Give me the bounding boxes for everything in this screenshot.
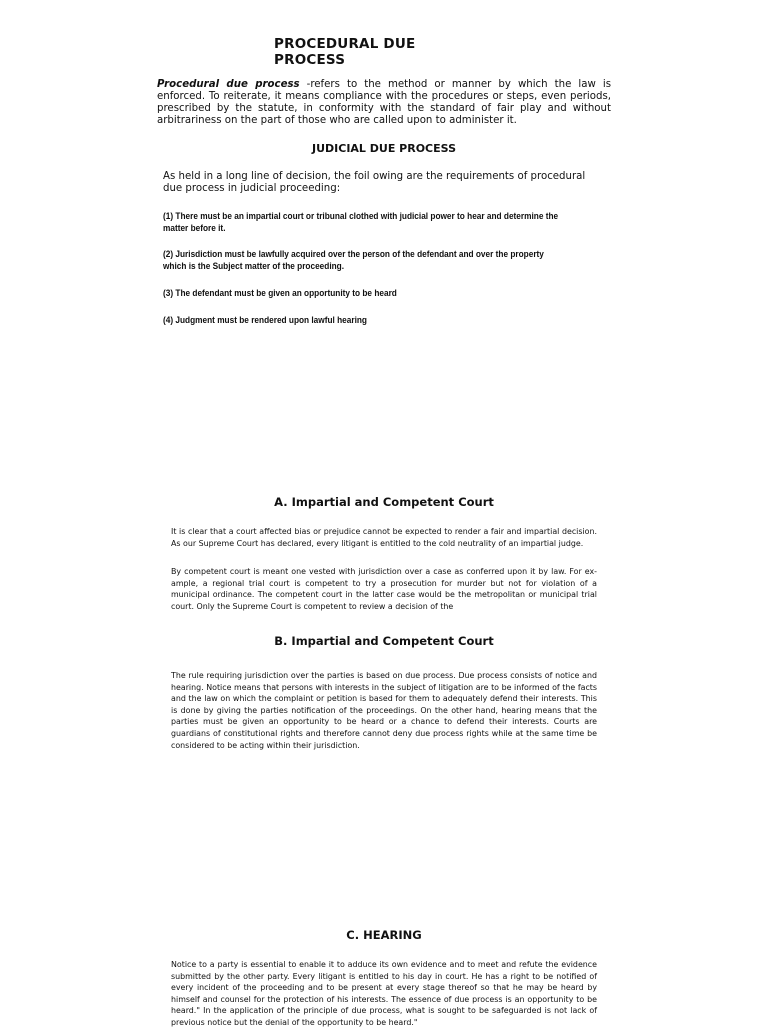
requirement-4: (4) Judgment must be rendered upon lawful hearing bbox=[163, 315, 367, 325]
section-b-heading: B. Impartial and Competent Court bbox=[274, 634, 494, 648]
intro-paragraph bbox=[157, 79, 611, 127]
section-a-paragraph-1: It is clear that a court affected bias or prejudice cannot be expected to render a fair and impartial decision. As our Supreme Court has declared, every litigant is entitled to the cold neutrality of an impartial judge. bbox=[171, 527, 597, 548]
section-c-heading: C. HEARING bbox=[346, 928, 422, 942]
section-a-paragraph-2: By competent court is meant one vested with jurisdiction over a case as conferred upon it by law. For ex- ample, a regional trial court is competent to try a prosecution for murder but not for violation of a municipal ordinance. The competent court in the latter case would be the metropolitan or municipal trial court. Only the Supreme Court is competent to review a decision of the bbox=[171, 567, 597, 611]
requirement-3: (3) The defendant must be given an opportunity to be heard bbox=[163, 288, 397, 298]
title-line-2: PROCESS bbox=[274, 52, 346, 68]
requirement-1: (1) There must be an impartial court or tribunal clothed with judicial power to hear and determine the matter before it. bbox=[163, 211, 559, 233]
judicial-heading: JUDICIAL DUE PROCESS bbox=[312, 142, 456, 155]
section-b-paragraph-1: The rule requiring jurisdiction over the parties is based on due process. Due process consists of notice and hearing. Notice means that persons with interests in the subject of litigation are to be informed of the facts and the law on which the complaint or petition is based for them to adequately defend their interests. This is done by giving the parties notification of the proceedings. On the other hand, hearing means that the parties must be given an opportunity to be heard or a chance to defend their interests. Courts are guardians of constitutional rights and therefore cannot deny due process rights while at the same time be considered to be acting within their jurisdiction. bbox=[171, 671, 597, 750]
document-title bbox=[274, 36, 474, 68]
section-c-paragraph-1: Notice to a party is essential to enable it to adduce its own evidence and to meet and refute the evidence submitted by the other party. Every litigant is entitled to his day in court. He has a right to be notified of every incident of the proceeding and to be present at every stage thereof so that he may be heard by himself and counsel for the protection of his interests. The essence of due process is an opportunity to be heard." In the application of the principle of due process, what is sought to be safeguarded is not lack of previous notice but the denial of the opportunity to be heard." bbox=[171, 960, 597, 1027]
judicial-lead: As held in a long line of decision, the foil owing are the requirements of procedural due process in judicial proceeding: bbox=[163, 171, 586, 194]
section-a-heading: A. Impartial and Competent Court bbox=[274, 495, 494, 509]
intro-term: Procedural due process bbox=[157, 79, 300, 90]
title-line-1: PROCEDURAL DUE bbox=[274, 36, 416, 52]
intro-text: -refers to the method or manner by which the law is enforced. To reiterate, it means compliance with the procedures or steps, even periods, prescribed by the statute, in conformity with the standard of fair play and without arbitrariness on the part of those who are called upon to administer it. bbox=[157, 79, 612, 126]
requirement-2: (2) Jurisdiction must be lawfully acquired over the person of the defendant and over the property which is the Subject matter of the proceeding. bbox=[163, 249, 544, 271]
